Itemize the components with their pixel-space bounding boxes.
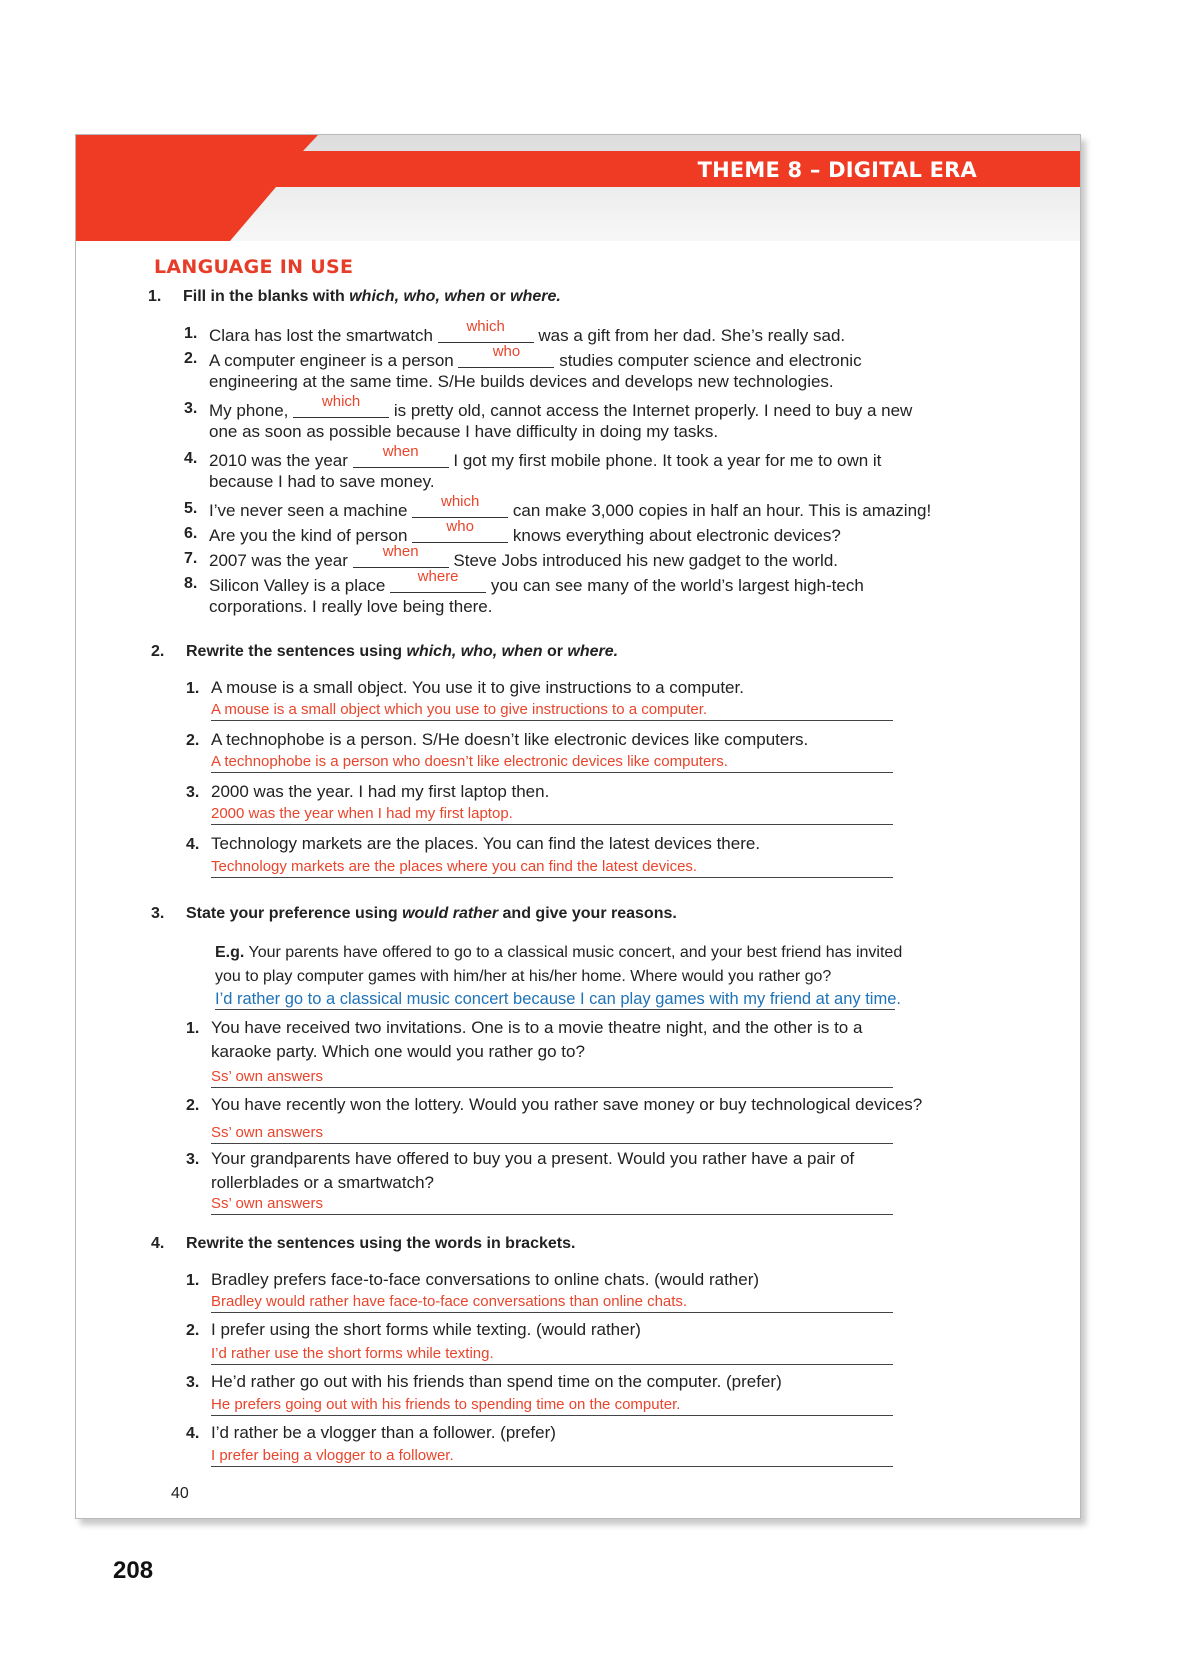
theme-banner (76, 135, 1080, 241)
item-continuation: corporations. I really love being there. (209, 597, 493, 616)
blank-answer: where (417, 568, 459, 585)
example-text-continued: you to play computer games with him/her at his/her home. Where would you rather go? (215, 968, 832, 985)
exercise-number: 4. (151, 1235, 165, 1252)
blank-answer: who (492, 343, 521, 360)
theme-title: THEME 8 – DIGITAL ERA (697, 158, 977, 182)
rewrite-prompt: 2000 was the year. I had my first laptop then. (211, 782, 550, 801)
blank-answer: which (321, 393, 361, 410)
answer-line: I prefer being a vlogger to a follower. (211, 1446, 893, 1467)
blank-answer: who (446, 518, 474, 535)
workbook-page (75, 134, 1081, 1519)
item-number: 7. (184, 550, 198, 567)
item-continuation: engineering at the same time. S/He builds devices and develops new technologies. (209, 372, 834, 391)
exercise-number: 3. (151, 905, 165, 922)
blank-line (293, 395, 389, 418)
item-number: 3. (184, 400, 198, 417)
item-number: 8. (184, 575, 198, 592)
rewrite-prompt: I’d rather be a vlogger than a follower. (prefer) (211, 1423, 556, 1442)
example-answer-line: I’d rather go to a classical music concert because I can play games with my friend at any time. (215, 990, 901, 1008)
answer-line: Ss’ own answers (211, 1123, 893, 1144)
item-number: 3. (186, 784, 200, 801)
rewrite-prompt: Bradley prefers face-to-face conversations to online chats. (would rather) (211, 1270, 760, 1289)
item-number: 4. (186, 1425, 200, 1442)
item-number: 2. (184, 350, 198, 367)
question-text: You have recently won the lottery. Would you rather save money or buy technological devices? (211, 1095, 923, 1114)
answer-line: A mouse is a small object which you use to give instructions to a computer. (211, 700, 893, 721)
blank-answer: when (382, 443, 419, 460)
answer-line: 2000 was the year when I had my first laptop. (211, 804, 893, 825)
answer-line: A technophobe is a person who doesn’t like electronic devices like computers. (211, 752, 893, 773)
fill-blank-item: A computer engineer is a person who studies computer science and electronic (209, 345, 862, 373)
fill-blank-item: I’ve never seen a machine which can make 3,000 copies in half an hour. This is amazing! (209, 495, 931, 523)
rewrite-prompt: He’d rather go out with his friends than spend time on the computer. (prefer) (211, 1372, 782, 1391)
item-number: 4. (186, 836, 200, 853)
item-number: 2. (186, 1322, 200, 1339)
answer-line: Bradley would rather have face-to-face conversations than online chats. (211, 1292, 893, 1313)
question-text-continued: karaoke party. Which one would you rather go to? (211, 1042, 585, 1061)
item-number: 5. (184, 500, 198, 517)
item-continuation: because I had to save money. (209, 472, 435, 491)
rewrite-prompt: I prefer using the short forms while texting. (would rather) (211, 1320, 641, 1339)
exercise-number: 2. (151, 643, 165, 660)
answer-line: Ss’ own answers (211, 1067, 893, 1088)
question-text-continued: rollerblades or a smartwatch? (211, 1173, 434, 1192)
blank-line (458, 345, 554, 368)
item-number: 1. (184, 325, 198, 342)
exercise-number: 1. (148, 288, 162, 305)
blank-line (390, 570, 486, 593)
item-number: 2. (186, 732, 200, 749)
answer-line: Technology markets are the places where you can find the latest devices. (211, 857, 893, 878)
answer-line: I’d rather use the short forms while texting. (211, 1344, 893, 1365)
exercise-instruction: Fill in the blanks with which, who, when or where. (183, 288, 561, 305)
item-number: 3. (186, 1151, 200, 1168)
inner-page-number: 40 (171, 1485, 189, 1502)
page-number: 208 (113, 1557, 154, 1584)
item-number: 1. (186, 1272, 200, 1289)
fill-blank-item: 2007 was the year when Steve Jobs introduced his new gadget to the world. (209, 545, 838, 573)
exercise-instruction: Rewrite the sentences using which, who, when or where. (186, 643, 619, 660)
answer-line: He prefers going out with his friends to spending time on the computer. (211, 1395, 893, 1416)
item-number: 1. (186, 680, 200, 697)
exercise-instruction: State your preference using would rather and give your reasons. (186, 905, 677, 922)
fill-blank-item: Are you the kind of person who knows everything about electronic devices? (209, 520, 841, 548)
answer-line: Ss’ own answers (211, 1194, 893, 1215)
blank-answer: when (382, 543, 419, 560)
question-text: Your grandparents have offered to buy you a present. Would you rather have a pair of (211, 1149, 855, 1168)
fill-blank-item: My phone, which is pretty old, cannot access the Internet properly. I need to buy a new (209, 395, 912, 423)
exercise-instruction: Rewrite the sentences using the words in brackets. (186, 1235, 576, 1252)
blank-answer: which (440, 493, 480, 510)
item-number: 6. (184, 525, 198, 542)
item-number: 2. (186, 1097, 200, 1114)
item-number: 4. (184, 450, 198, 467)
rewrite-prompt: Technology markets are the places. You can find the latest devices there. (211, 834, 761, 853)
item-number: 3. (186, 1374, 200, 1391)
fill-blank-item: Silicon Valley is a place where you can see many of the world’s largest high-tech (209, 570, 864, 598)
item-continuation: one as soon as possible because I have difficulty in doing my tasks. (209, 422, 719, 441)
blank-answer: which (466, 318, 505, 335)
fill-blank-item: Clara has lost the smartwatch which was a gift from her dad. She’s really sad. (209, 320, 845, 348)
question-text: You have received two invitations. One is to a movie theatre night, and the other is to a (211, 1018, 863, 1037)
section-title: LANGUAGE IN USE (154, 256, 354, 278)
item-number: 1. (186, 1020, 200, 1037)
blank-line (353, 445, 449, 468)
example-text: E.g. Your parents have offered to go to a classical music concert, and your best friend has invited (215, 944, 903, 961)
rewrite-prompt: A mouse is a small object. You use it to give instructions to a computer. (211, 678, 744, 697)
fill-blank-item: 2010 was the year when I got my first mobile phone. It took a year for me to own it (209, 445, 881, 473)
rewrite-prompt: A technophobe is a person. S/He doesn’t like electronic devices like computers. (211, 730, 809, 749)
example-label: E.g. (215, 944, 245, 961)
